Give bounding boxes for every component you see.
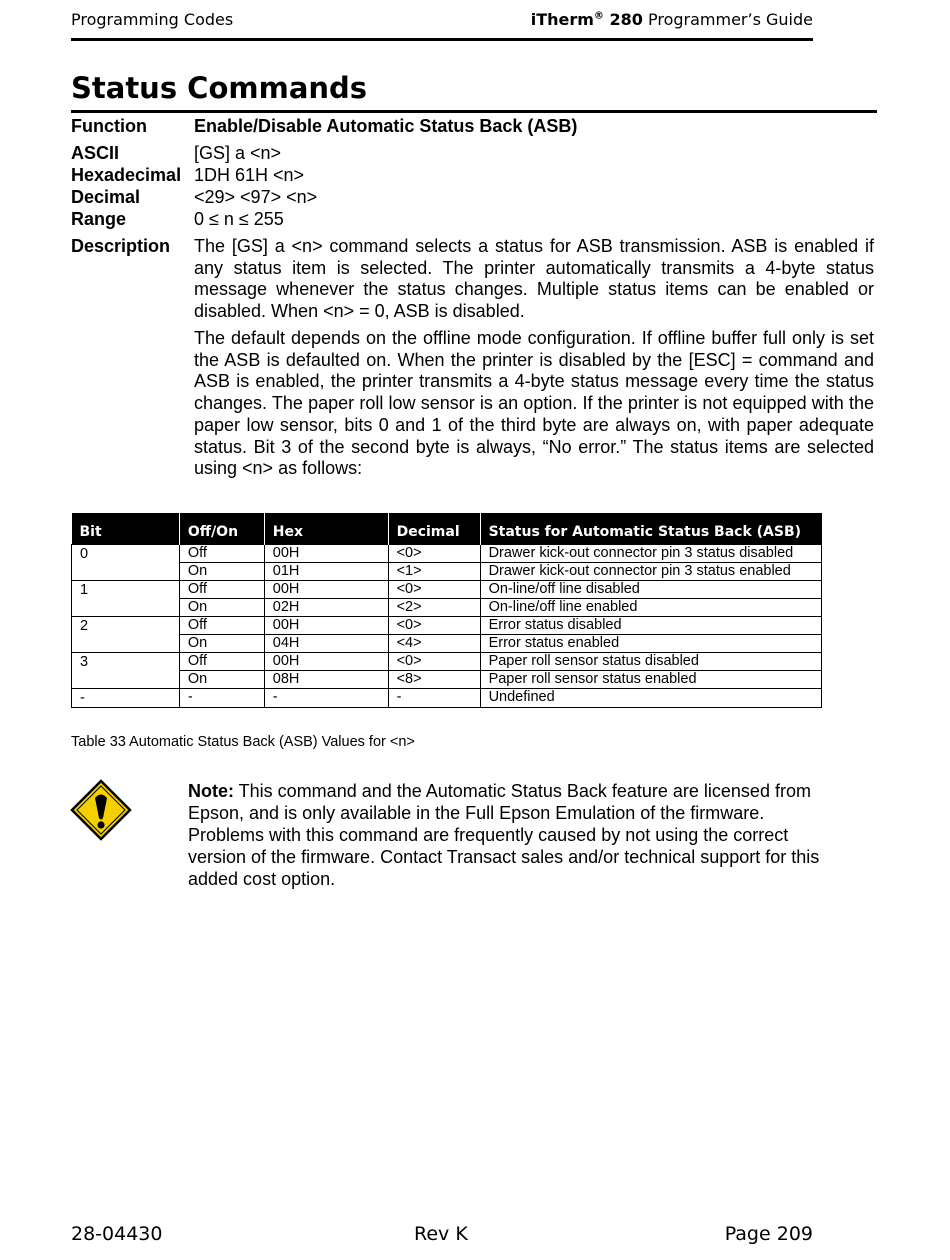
- table-row: [72, 563, 822, 581]
- footer-doc-number: 28-04430: [71, 1223, 163, 1245]
- decimal-cell: <2>: [388, 599, 480, 617]
- note-body: This command and the Automatic Status Back feature are licensed from Epson, and is only available in the Full Epson Emulation of the firmware. Problems with this command are frequently caused by not using the correct version of the firmware. Contact Transact sales and/or technical support for this added cost option.: [188, 781, 820, 889]
- description-paragraph-2: The default depends on the offline mode configuration. If offline buffer full only is set the ASB is defaulted on. When the printer is disabled by the [ESC] = command and ASB is enabled, the printer transmits a 4-byte status message every time the status changes. The paper roll low sensor is an option. If the printer is not equipped with the paper low sensor, bits 0 and 1 of the third byte are always on, with paper adequate status. Bit 3 of the second byte is always, “No error.” The status items are selected using <n> as follows:: [194, 328, 874, 479]
- table-row: [72, 635, 822, 653]
- range-label: Range: [71, 209, 127, 229]
- state-cell: Off: [179, 617, 264, 635]
- hex-cell: 00H: [264, 581, 388, 599]
- bit-cell: 0: [72, 545, 180, 581]
- footer-page-number: Page 209: [724, 1223, 813, 1245]
- hex-cell: -: [264, 689, 388, 708]
- function-label: Function: [71, 116, 147, 136]
- hex-cell: 04H: [264, 635, 388, 653]
- table-row: [72, 599, 822, 617]
- hexadecimal-label: Hexadecimal: [71, 165, 182, 185]
- status-cell: On-line/off line enabled: [480, 599, 821, 617]
- table-row: [72, 545, 822, 563]
- state-cell: -: [179, 689, 264, 708]
- table-row: [72, 653, 822, 671]
- hex-cell: 00H: [264, 545, 388, 563]
- status-cell: Error status enabled: [480, 635, 821, 653]
- header-rule: [71, 38, 813, 41]
- status-cell: Drawer kick-out connector pin 3 status disabled: [480, 545, 821, 563]
- bit-cell: 1: [72, 581, 180, 617]
- table-row: [72, 617, 822, 635]
- state-cell: On: [179, 599, 264, 617]
- footer-revision: Rev K: [414, 1223, 468, 1245]
- table-header-row: [72, 513, 822, 545]
- column-header-status: Status for Automatic Status Back (ASB): [480, 513, 821, 545]
- table-caption: Table 33 Automatic Status Back (ASB) Values for <n>: [71, 734, 415, 750]
- decimal-value: <29> <97> <n>: [194, 187, 318, 207]
- hex-cell: 08H: [264, 671, 388, 689]
- description-paragraph-1: The [GS] a <n> command selects a status for ASB transmission. ASB is enabled if any status item is selected. The printer automatically transmits a 4-byte status message whenever the status changes. Multiple status items can be enabled or disabled. When <n> = 0, ASB is disabled.: [194, 236, 874, 322]
- asb-values-table: [71, 513, 822, 708]
- column-header-decimal: Decimal: [388, 513, 480, 545]
- status-cell: Paper roll sensor status enabled: [480, 671, 821, 689]
- state-cell: On: [179, 563, 264, 581]
- table-row: [72, 671, 822, 689]
- header-model: 280: [609, 10, 643, 29]
- ascii-label: ASCII: [71, 143, 120, 163]
- description-label: Description: [71, 236, 171, 256]
- state-cell: Off: [179, 653, 264, 671]
- state-cell: Off: [179, 581, 264, 599]
- registered-mark: ®: [593, 10, 604, 22]
- column-header-off-on: Off/On: [179, 513, 264, 545]
- header-brand: iTherm: [530, 10, 594, 29]
- hex-cell: 00H: [264, 653, 388, 671]
- decimal-cell: <8>: [388, 671, 480, 689]
- bit-cell: 3: [72, 653, 180, 689]
- decimal-cell: <4>: [388, 635, 480, 653]
- decimal-label: Decimal: [71, 187, 141, 207]
- hexadecimal-value: 1DH 61H <n>: [194, 165, 305, 185]
- ascii-value: [GS] a <n>: [194, 143, 282, 163]
- header-guide-title: [531, 10, 813, 29]
- status-cell: Drawer kick-out connector pin 3 status enabled: [480, 563, 821, 581]
- exclamation-dot: [97, 821, 104, 828]
- header-guide: Programmer’s Guide: [647, 10, 813, 29]
- decimal-cell: <0>: [388, 581, 480, 599]
- state-cell: On: [179, 671, 264, 689]
- status-cell: On-line/off line disabled: [480, 581, 821, 599]
- table-row: [72, 689, 822, 708]
- hex-cell: 00H: [264, 617, 388, 635]
- decimal-cell: <0>: [388, 617, 480, 635]
- table-row: [72, 581, 822, 599]
- warning-diamond-icon: [70, 779, 132, 841]
- decimal-cell: -: [388, 689, 480, 708]
- decimal-cell: <0>: [388, 653, 480, 671]
- bit-cell: 2: [72, 617, 180, 653]
- hex-cell: 01H: [264, 563, 388, 581]
- bit-cell: -: [72, 689, 180, 708]
- status-cell: Undefined: [480, 689, 821, 708]
- column-header-bit: Bit: [72, 513, 180, 545]
- section-rule: [71, 110, 877, 113]
- section-title: Status Commands: [71, 71, 368, 105]
- state-cell: Off: [179, 545, 264, 563]
- column-header-hex: Hex: [264, 513, 388, 545]
- note-text: [188, 780, 828, 890]
- decimal-cell: <1>: [388, 563, 480, 581]
- status-cell: Error status disabled: [480, 617, 821, 635]
- note-label: Note:: [188, 781, 234, 801]
- hex-cell: 02H: [264, 599, 388, 617]
- range-value: 0 ≤ n ≤ 255: [194, 209, 284, 229]
- status-cell: Paper roll sensor status disabled: [480, 653, 821, 671]
- state-cell: On: [179, 635, 264, 653]
- header-section-name: Programming Codes: [71, 10, 234, 29]
- decimal-cell: <0>: [388, 545, 480, 563]
- function-value: Enable/Disable Automatic Status Back (ASB): [194, 116, 578, 136]
